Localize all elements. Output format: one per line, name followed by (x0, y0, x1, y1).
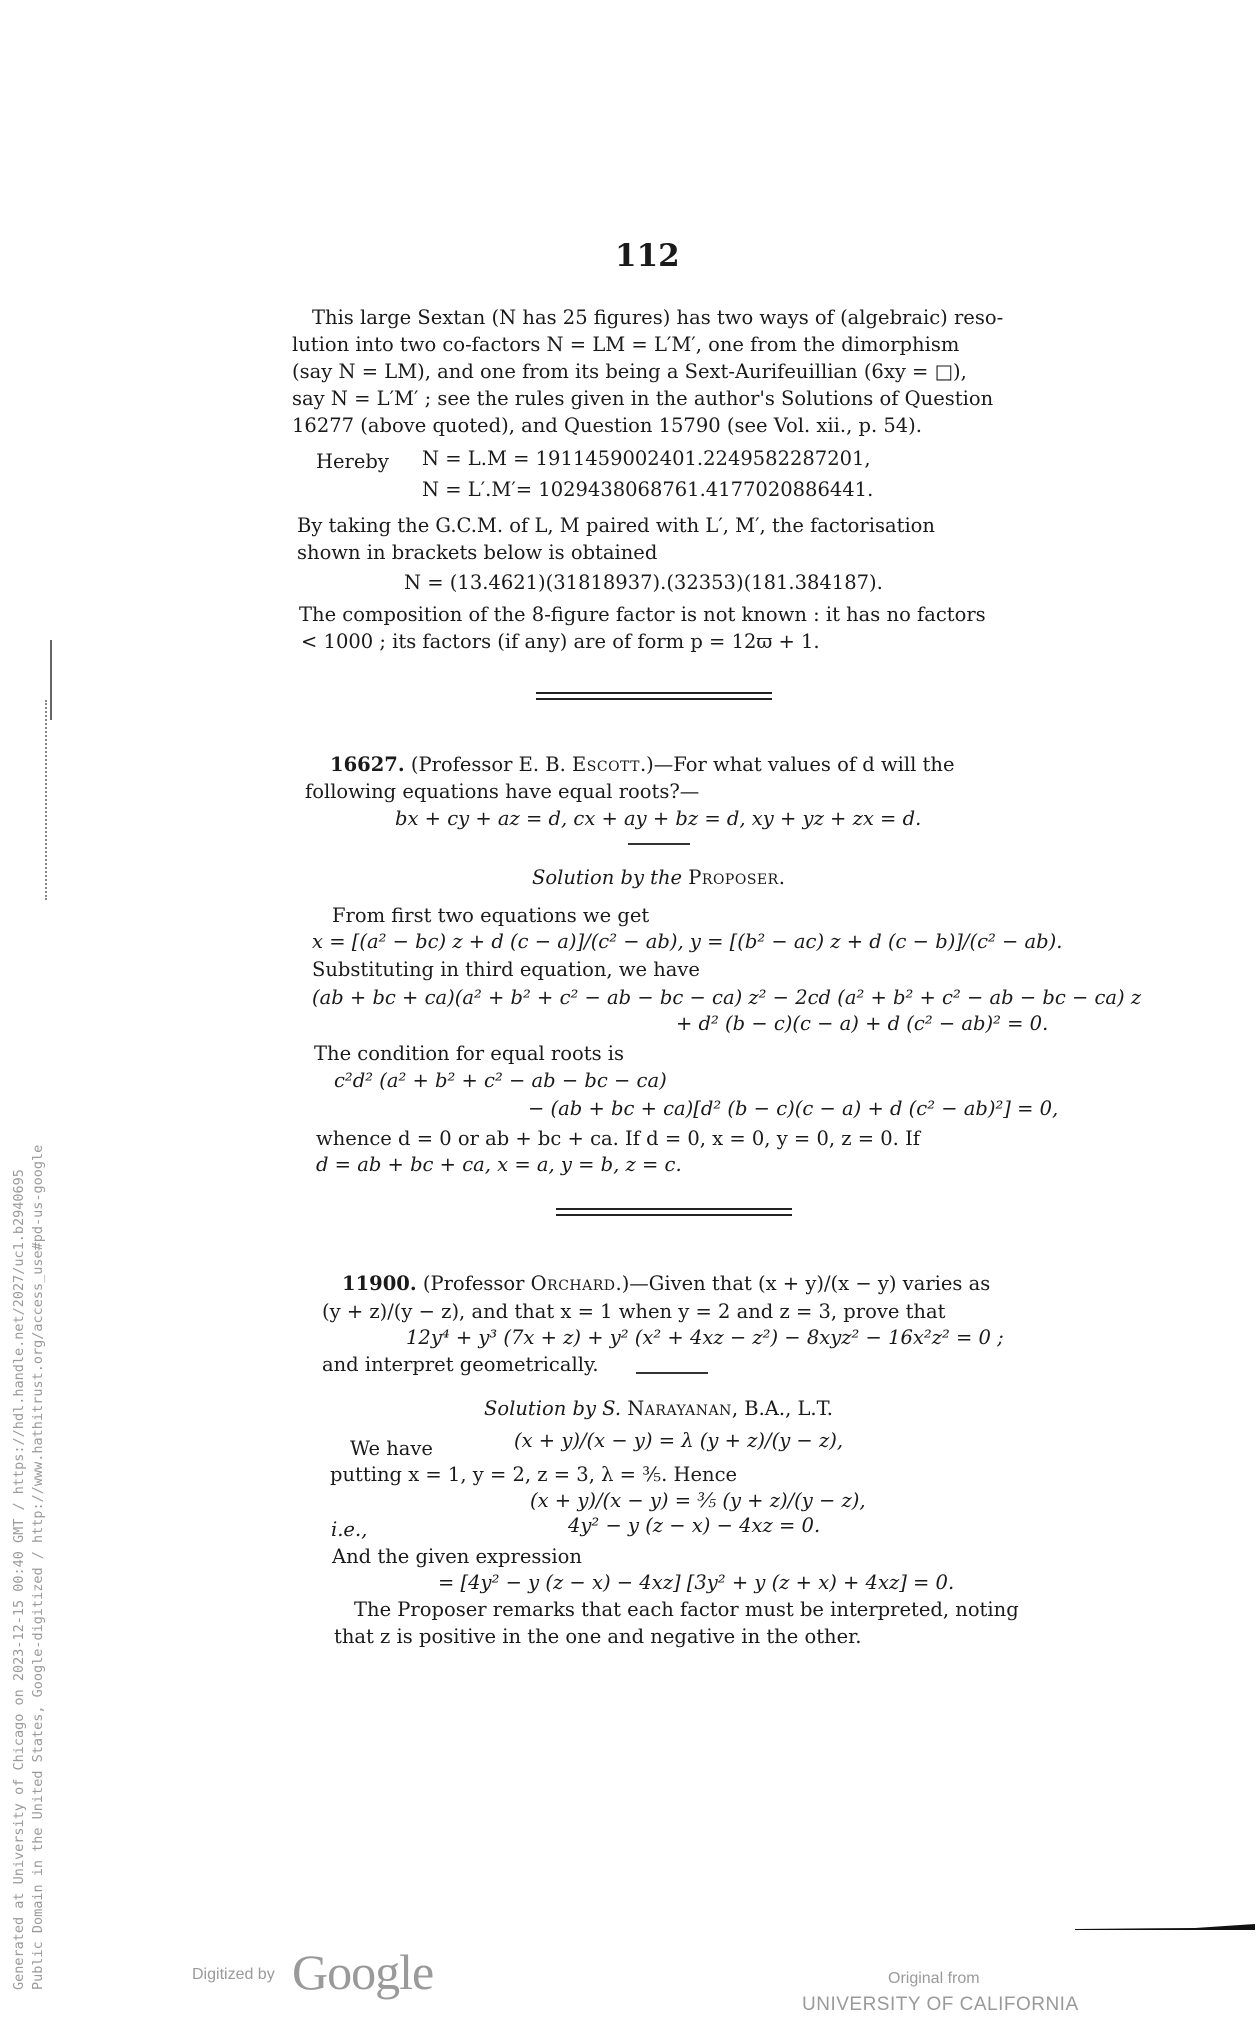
para1-line-3: (say N = LM), and one from its being a Sext-Aurifeuillian (6xy = □), (292, 360, 967, 383)
q1-body-line-3: Substituting in third equation, we have (312, 958, 700, 981)
question-16627-author-suffix: .)—For what values of d will the (639, 753, 955, 776)
putting-line: putting x = 1, y = 2, z = 3, λ = ⅗. Hence (330, 1463, 738, 1486)
equation-quadratic: 4y² − y (z − x) − 4xz = 0. (568, 1514, 821, 1537)
para1-line-1: This large Sextan (N has 25 figures) has two ways of (algebraic) reso- (312, 306, 1004, 329)
q1-body-line-10: d = ab + bc + ca, x = a, y = b, z = c. (316, 1153, 682, 1176)
watermark-line-1: Generated at University of Chicago on 2023-12-15 00:40 GMT / https://hdl.handle.net/2027/uc1.b2940695 (11, 1169, 27, 1990)
para2-line-2: shown in brackets below is obtained (297, 541, 658, 564)
solution-by-proposer-suffix: . (778, 866, 785, 889)
we-have-label: We have (350, 1437, 433, 1460)
question-16627-equations: bx + cy + az = d, cx + ay + bz = d, xy + yz + zx = d. (395, 807, 922, 830)
q1-body-line-4: (ab + bc + ca)(a² + b² + c² − ab − bc − ca) z² − 2cd (a² + b² + c² − ab − bc − ca) z (312, 986, 1142, 1009)
google-logo: Google (292, 1944, 434, 2000)
q1-body-line-6: The condition for equal roots is (314, 1042, 625, 1065)
equation-lambda: (x + y)/(x − y) = λ (y + z)/(y − z), (514, 1429, 844, 1452)
short-divider-2 (636, 1372, 708, 1374)
para3-line-2: < 1000 ; its factors (if any) are of form p = 12ϖ + 1. (301, 630, 820, 653)
section-divider-1-bottom (536, 698, 772, 700)
equation-factorisation: N = (13.4621)(31818937).(32353)(181.384187). (404, 571, 883, 594)
para3-line-1: The composition of the 8-figure factor is not known : it has no factors (299, 603, 986, 626)
equation-substituted: (x + y)/(x − y) = ⅗ (y + z)/(y − z), (530, 1489, 866, 1512)
solution-by-narayanan-suffix: , B.A., L.T. (731, 1397, 833, 1420)
q1-body-line-2: x = [(a² − bc) z + d (c − a)]/(c² − ab), y = [(b² − ac) z + d (c − b)]/(c² − ab). (312, 930, 1063, 953)
q1-body-line-1: From first two equations we get (332, 904, 650, 927)
q1-body-line-7: c²d² (a² + b² + c² − ab − bc − ca) (334, 1069, 667, 1092)
hereby-label: Hereby (316, 450, 389, 473)
section-divider-2-bottom (556, 1214, 792, 1216)
question-11900-equation: 12y⁴ + y³ (7x + z) + y² (x² + 4xz − z²) − 8xyz² − 16x²z² = 0 ; (406, 1326, 1004, 1349)
question-11900-line-4: and interpret geometrically. (322, 1353, 599, 1376)
question-16627-author-name: Escott (572, 753, 640, 776)
q1-body-line-8: − (ab + bc + ca)[d² (b − c)(c − a) + d (c² − ab)²] = 0, (528, 1097, 1059, 1120)
institution-label: UNIVERSITY OF CALIFORNIA (802, 1994, 1079, 2015)
solution-by-proposer-name: Proposer (688, 866, 779, 889)
para1-line-5: 16277 (above quoted), and Question 15790 (see Vol. xii., p. 54). (292, 414, 922, 437)
ie-label: i.e., (331, 1518, 368, 1541)
para1-line-4: say N = L′M′ ; see the rules given in the author's Solutions of Question (292, 387, 994, 410)
question-16627-number: 16627. (330, 753, 405, 776)
scan-artifact-mark (1075, 1924, 1255, 1930)
q1-body-line-9: whence d = 0 or ab + bc + ca. If d = 0, x = 0, y = 0, z = 0. If (316, 1127, 920, 1150)
question-11900-number: 11900. (342, 1272, 417, 1295)
equation-n-lm: N = L.M = 1911459002401.2249582287201, (422, 447, 871, 470)
solution-by-proposer-prefix: Solution by the (532, 866, 689, 889)
question-11900-author-prefix: (Professor (422, 1272, 531, 1295)
question-16627-author-prefix: (Professor E. B. (410, 753, 573, 776)
solution-by-narayanan-name: Narayanan (627, 1397, 732, 1420)
para1-line-2: lution into two co-factors N = LM = L′M′, one from the dimorphism (292, 333, 960, 356)
question-11900-line-2: (y + z)/(y − z), and that x = 1 when y = 2 and z = 3, prove that (322, 1300, 946, 1323)
equation-n-lprime-mprime: N = L′.M′= 1029438068761.4177020886441. (422, 478, 874, 501)
hathitrust-watermark (10, 1145, 48, 1990)
watermark-line-2: Public Domain in the United States, Google-digitized / http://www.hathitrust.org/access_use#pd-us-google (30, 1144, 46, 1990)
solution-by-proposer (532, 866, 785, 890)
question-11900-line-1 (342, 1272, 990, 1296)
digitized-by-label: Digitized by (192, 1966, 275, 1983)
and-given-line: And the given expression (332, 1545, 582, 1568)
solution-by-narayanan-prefix: Solution by S. (484, 1397, 628, 1420)
question-11900-author-suffix: .)—Given that (x + y)/(x − y) varies as (615, 1272, 991, 1295)
remark-line-1: The Proposer remarks that each factor must be interpreted, noting (354, 1598, 1019, 1621)
remark-line-2: that z is positive in the one and negative in the other. (334, 1625, 862, 1648)
question-11900-author-name: Orchard (530, 1272, 616, 1295)
original-from-label: Original from (888, 1970, 980, 1987)
short-divider-1 (628, 843, 690, 845)
q1-body-line-5: + d² (b − c)(c − a) + d (c² − ab)² = 0. (676, 1012, 1049, 1035)
page-number: 112 (615, 238, 680, 274)
scan-edge-line (50, 640, 52, 720)
solution-by-narayanan (484, 1397, 833, 1421)
scan-edge-marks (45, 700, 49, 900)
para2-line-1: By taking the G.C.M. of L, M paired with L′, M′, the factorisation (297, 514, 935, 537)
section-divider-1-top (536, 692, 772, 694)
section-divider-2-top (556, 1208, 792, 1210)
question-16627-line-2: following equations have equal roots?— (305, 780, 700, 803)
equation-product: = [4y² − y (z − x) − 4xz] [3y² + y (z + x) + 4xz] = 0. (438, 1571, 955, 1594)
question-16627-line-1 (330, 753, 954, 777)
